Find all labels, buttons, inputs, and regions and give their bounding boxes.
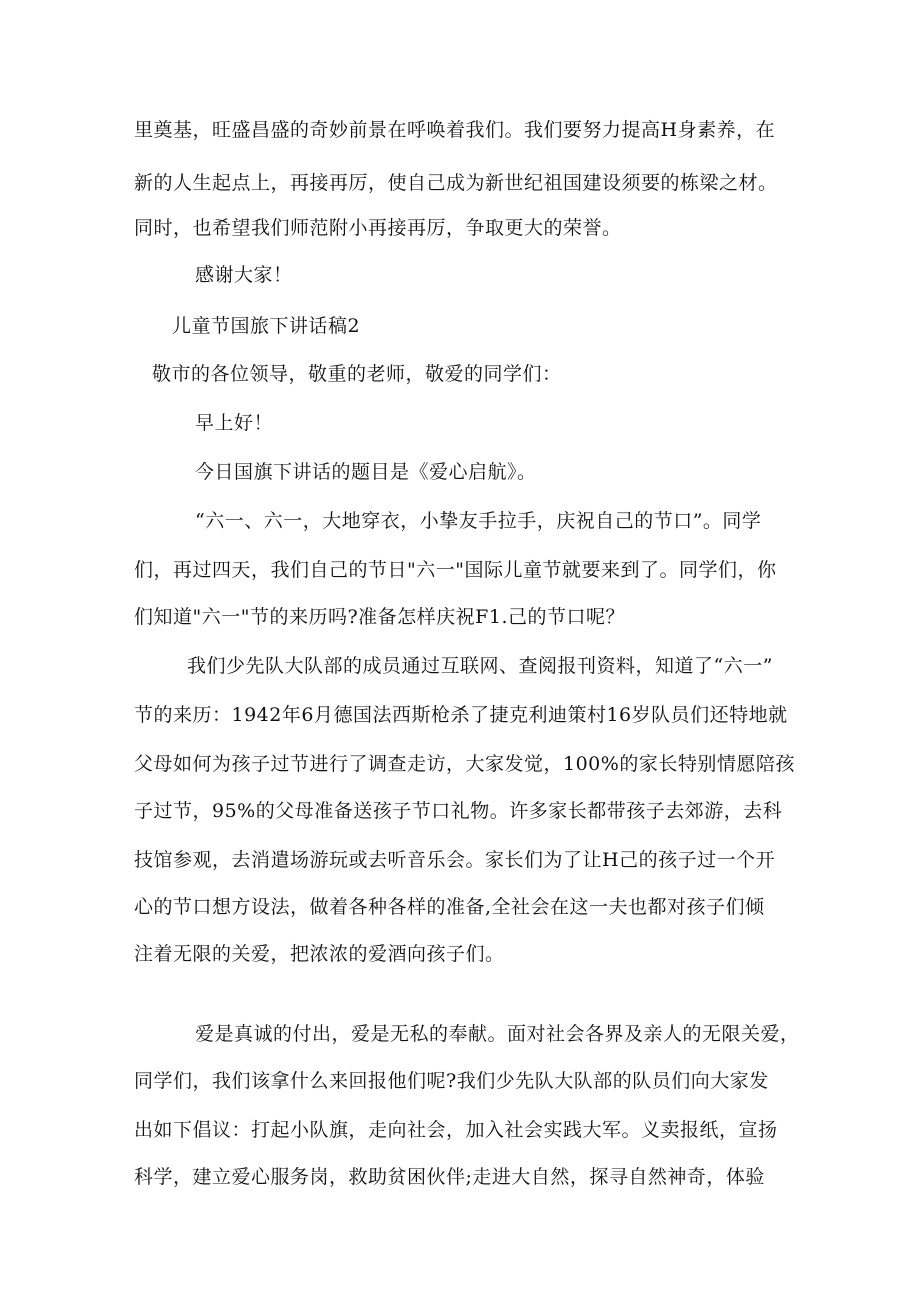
text-line: 出如下倡议：打起小队旗，走向社会，加入社会实践大军。义卖报纸，宣扬	[134, 1119, 778, 1141]
text-line: 感谢大家！	[195, 264, 293, 286]
text-line: 注着无限的关爱，把浓浓的爱酒向孩子们。	[134, 943, 505, 965]
text-line: 今日国旗下讲话的题目是《爱心启航》。	[195, 461, 537, 483]
text-line: “六一、六一，大地穿衣，小挚友手拉手，庆祝自己的节口”。同学	[195, 510, 762, 532]
text-line: 新的人生起点上，再接再厉，使自己成为新世纪祖国建设须要的栋梁之材。	[134, 172, 778, 194]
section-heading: 儿童节国旅下讲话稿2	[172, 315, 361, 337]
text-line: 同学们，我们该拿什么来回报他们呢?我们少先队大队部的队员们向大家发	[134, 1070, 769, 1092]
text-line: 父母如何为孩子过节进行了调查走访，大家发觉，100%的家长特别情愿陪孩	[134, 753, 795, 775]
text-line: 技馆参观，去消遣场游玩或去听音乐会。家长们为了让H己的孩子过一个开	[134, 849, 776, 871]
text-line: 里奠基，旺盛昌盛的奇妙前景在呼唤着我们。我们要努力提高H身素养，在	[134, 119, 776, 141]
text-line: 子过节，95%的父母准备送孩子节口礼物。许多家长都带孩子去郊游，去科	[134, 800, 783, 822]
text-line: 我们少先队大队部的成员通过互联网、查阅报刊资料，知道了“六一”	[187, 655, 773, 677]
text-line: 节的来历：1942年6月德国法西斯枪杀了捷克利迪策村16岁队员们还特地就	[134, 704, 788, 726]
text-line: 同时，也希望我们师范附小再接再厉，争取更大的荣誉。	[134, 217, 622, 239]
text-line: 爱是真诚的付出，爱是无私的奉献。面对社会各界及亲人的无限关爱，	[195, 1023, 800, 1045]
text-line: 科学，建立爱心服务岗，救助贫困伙伴;走进大自然，探寻自然神奇，体验	[134, 1166, 765, 1188]
text-line: 心的节口想方设法，做着各种各样的准备,全社会在这一夫也都对孩子们倾	[134, 896, 765, 918]
text-line: 敬市的各位领导，敬重的老师，敬爱的同学们：	[152, 363, 562, 385]
text-line: 早上好！	[195, 412, 274, 434]
text-line: 们知道"六一"节的来历吗?准备怎样庆祝F1.己的节口呢？	[134, 606, 625, 628]
text-line: 们，再过四天，我们自己的节日"六一"国际儿童节就要来到了。同学们，你	[134, 559, 777, 581]
